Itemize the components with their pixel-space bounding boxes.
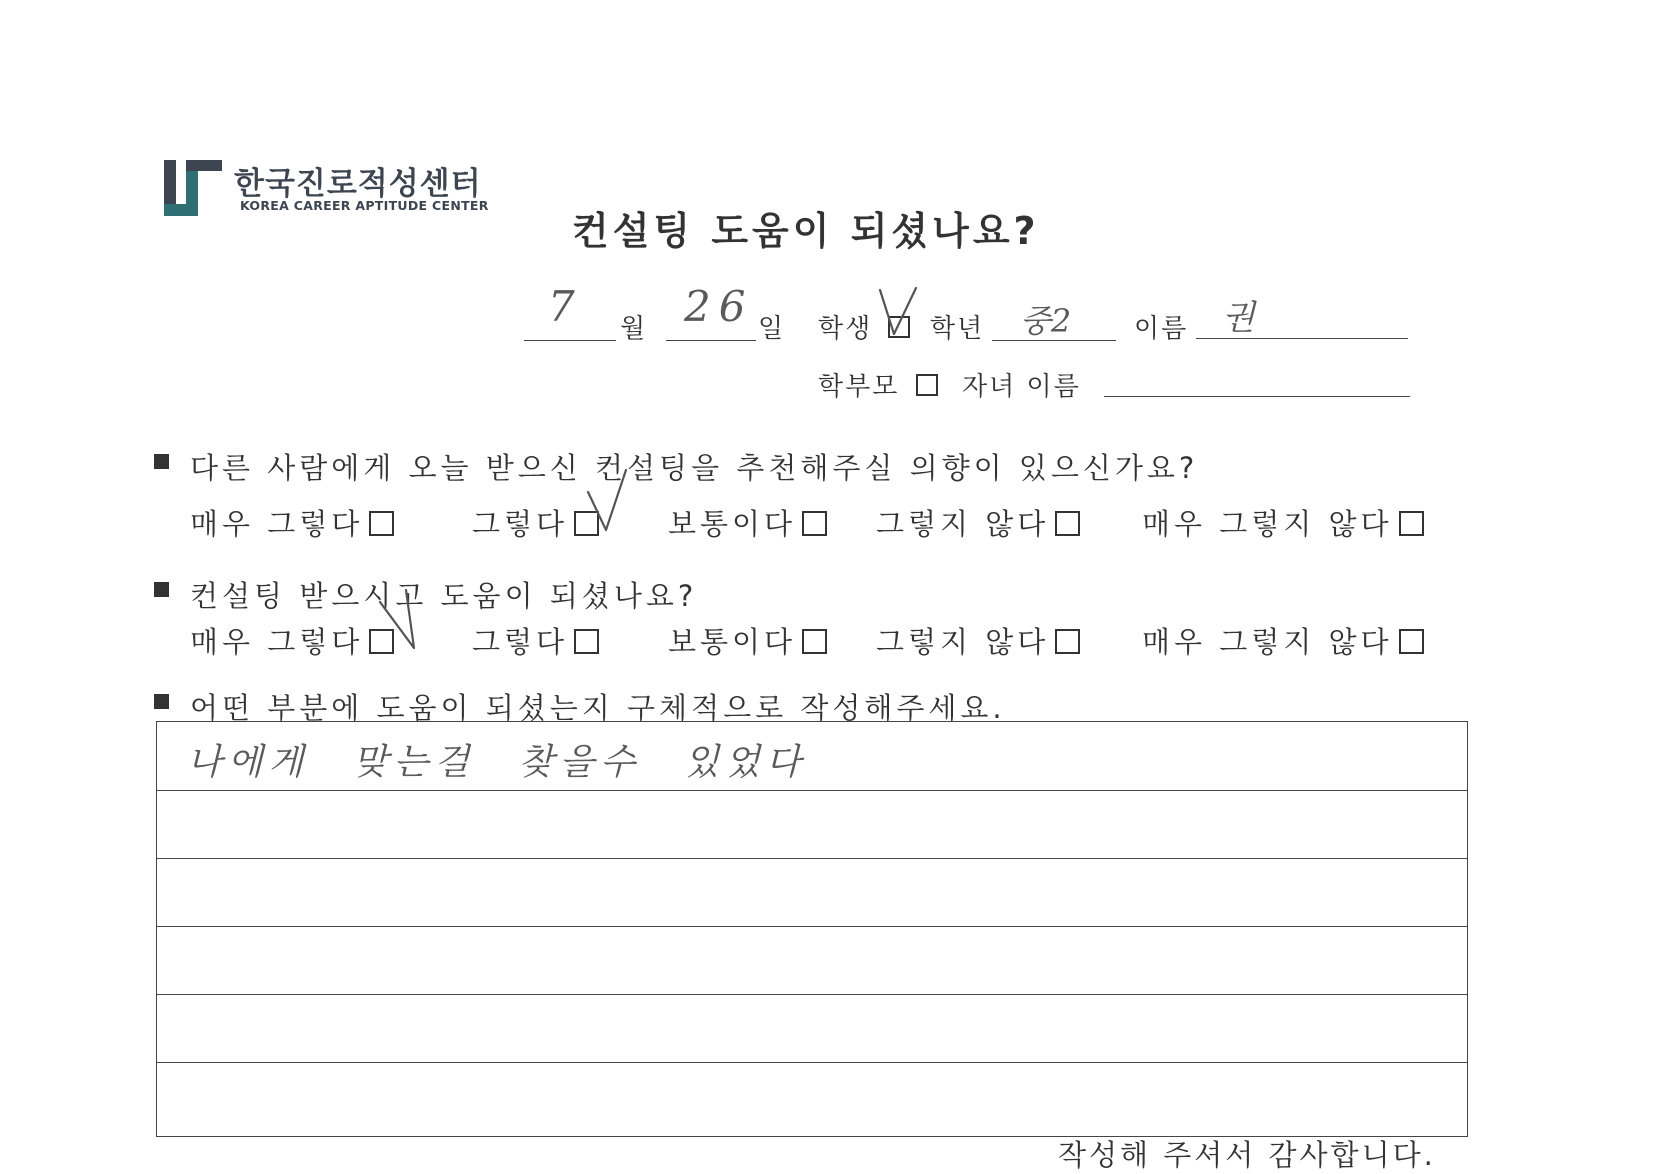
comment-line-1[interactable]: 나에게 맞는걸 찾을수 있었다 xyxy=(187,742,807,783)
comment-row-divider xyxy=(157,926,1467,927)
q2-option-neutral-checkbox[interactable] xyxy=(802,629,827,654)
q1-check-mark-icon xyxy=(584,466,632,536)
q2-option-very-disagree[interactable]: 매우 그렇지 않다 xyxy=(1142,620,1424,661)
student-check-mark-icon xyxy=(876,284,922,344)
month-value[interactable]: 7 xyxy=(548,282,575,331)
parent-label: 학부모 xyxy=(818,372,900,402)
day-label: 일 xyxy=(758,314,786,344)
comment-row-divider xyxy=(157,994,1467,995)
q2-option-agree[interactable]: 그렇다 xyxy=(472,620,599,661)
q1-option-neutral[interactable]: 보통이다 xyxy=(668,502,827,543)
comment-prompt-bullet xyxy=(154,694,169,709)
comment-row-divider xyxy=(157,858,1467,859)
comment-box[interactable] xyxy=(156,721,1468,1137)
q1-option-very-disagree-checkbox[interactable] xyxy=(1399,511,1424,536)
grade-label: 학년 xyxy=(930,314,985,344)
q2-check-mark-icon xyxy=(374,586,436,654)
comment-row-divider xyxy=(157,1062,1467,1063)
question-2-bullet xyxy=(154,582,169,597)
q1-option-disagree-checkbox[interactable] xyxy=(1055,511,1080,536)
page-title: 컨설팅 도움이 되셨나요? xyxy=(572,209,1040,253)
comment-prompt: 어떤 부분에 도움이 되셨는지 구체적으로 작성해주세요. xyxy=(190,691,1006,725)
logo-name-korean: 한국진로적성센터 xyxy=(234,166,482,202)
q1-option-very-agree-checkbox[interactable] xyxy=(369,511,394,536)
name-value[interactable]: 권 xyxy=(1222,298,1255,338)
child-name-underline xyxy=(1104,396,1410,397)
center-logo-icon xyxy=(164,160,222,216)
question-1-bullet xyxy=(154,454,169,469)
q2-option-disagree-checkbox[interactable] xyxy=(1055,629,1080,654)
question-2-text: 컨설팅 받으시고 도움이 되셨나요? xyxy=(190,579,698,613)
child-name-label: 자녀 이름 xyxy=(962,372,1081,402)
grade-value[interactable]: 중2 xyxy=(1020,302,1072,340)
q1-option-very-agree[interactable]: 매우 그렇다 xyxy=(190,502,394,543)
logo-name-english: KOREA CAREER APTITUDE CENTER xyxy=(240,198,489,213)
q2-option-agree-checkbox[interactable] xyxy=(574,629,599,654)
comment-row-divider xyxy=(157,790,1467,791)
parent-checkbox[interactable] xyxy=(916,374,938,396)
month-underline xyxy=(524,340,616,341)
month-label: 월 xyxy=(620,314,648,344)
q1-option-very-disagree[interactable]: 매우 그렇지 않다 xyxy=(1142,502,1424,543)
q2-option-very-agree[interactable]: 매우 그렇다 xyxy=(190,620,394,661)
q2-option-neutral[interactable]: 보통이다 xyxy=(668,620,827,661)
name-label: 이름 xyxy=(1134,314,1189,344)
q1-option-agree[interactable]: 그렇다 xyxy=(472,502,599,543)
student-label: 학생 xyxy=(818,314,873,344)
question-1-text: 다른 사람에게 오늘 받으신 컨설팅을 추천해주실 의향이 있으신가요? xyxy=(190,451,1199,485)
q1-option-neutral-checkbox[interactable] xyxy=(802,511,827,536)
thank-you-note: 작성해 주셔서 감사합니다. xyxy=(1058,1138,1436,1172)
day-value[interactable]: 26 xyxy=(684,282,754,331)
q1-option-disagree[interactable]: 그렇지 않다 xyxy=(876,502,1080,543)
q2-option-very-disagree-checkbox[interactable] xyxy=(1399,629,1424,654)
q2-option-disagree[interactable]: 그렇지 않다 xyxy=(876,620,1080,661)
day-underline xyxy=(666,340,756,341)
